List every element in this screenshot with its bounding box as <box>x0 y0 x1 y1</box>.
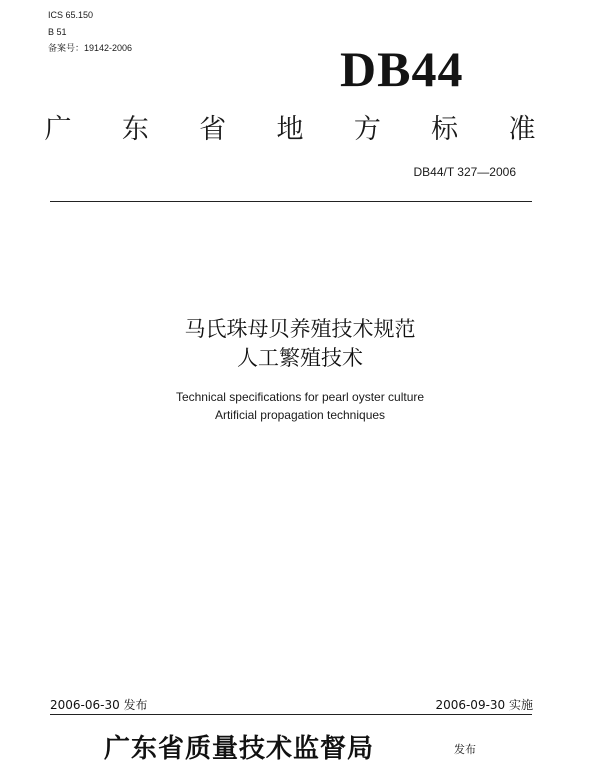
db44-logo: DB44 <box>340 41 464 97</box>
title-cn-line2: 人工繁殖技术 <box>237 346 363 370</box>
ics-code: ICS 65.150 <box>48 10 94 20</box>
bottom-divider <box>50 714 532 715</box>
standard-type-char: 标 <box>431 113 459 145</box>
standard-type-heading <box>40 108 540 144</box>
title-cn-line1: 马氏珠母贝养殖技术规范 <box>184 317 416 341</box>
publish-date: 2006-06-30 发布 <box>50 698 148 712</box>
record-number: 备案号：19142-2006 <box>48 43 133 53</box>
top-divider <box>50 201 532 202</box>
issue-label: 发布 <box>454 743 476 756</box>
implement-date: 2006-09-30 实施 <box>435 698 533 712</box>
standard-type-char: 地 <box>276 113 304 145</box>
title-en-line2: Artificial propagation techniques <box>214 408 386 422</box>
standard-type-char: 东 <box>121 113 149 145</box>
standard-type-char: 省 <box>199 113 227 145</box>
standard-number: DB44/T 327—2006 <box>413 165 516 179</box>
standard-type-char: 准 <box>508 113 536 145</box>
issuing-authority: 广东省质量技术监督局 <box>104 734 375 764</box>
standard-type-char: 广 <box>44 113 72 145</box>
standard-type-char: 方 <box>353 113 381 145</box>
title-en-line1: Technical specifications for pearl oyster culture <box>175 390 425 404</box>
ccs-code: B 51 <box>48 27 67 37</box>
